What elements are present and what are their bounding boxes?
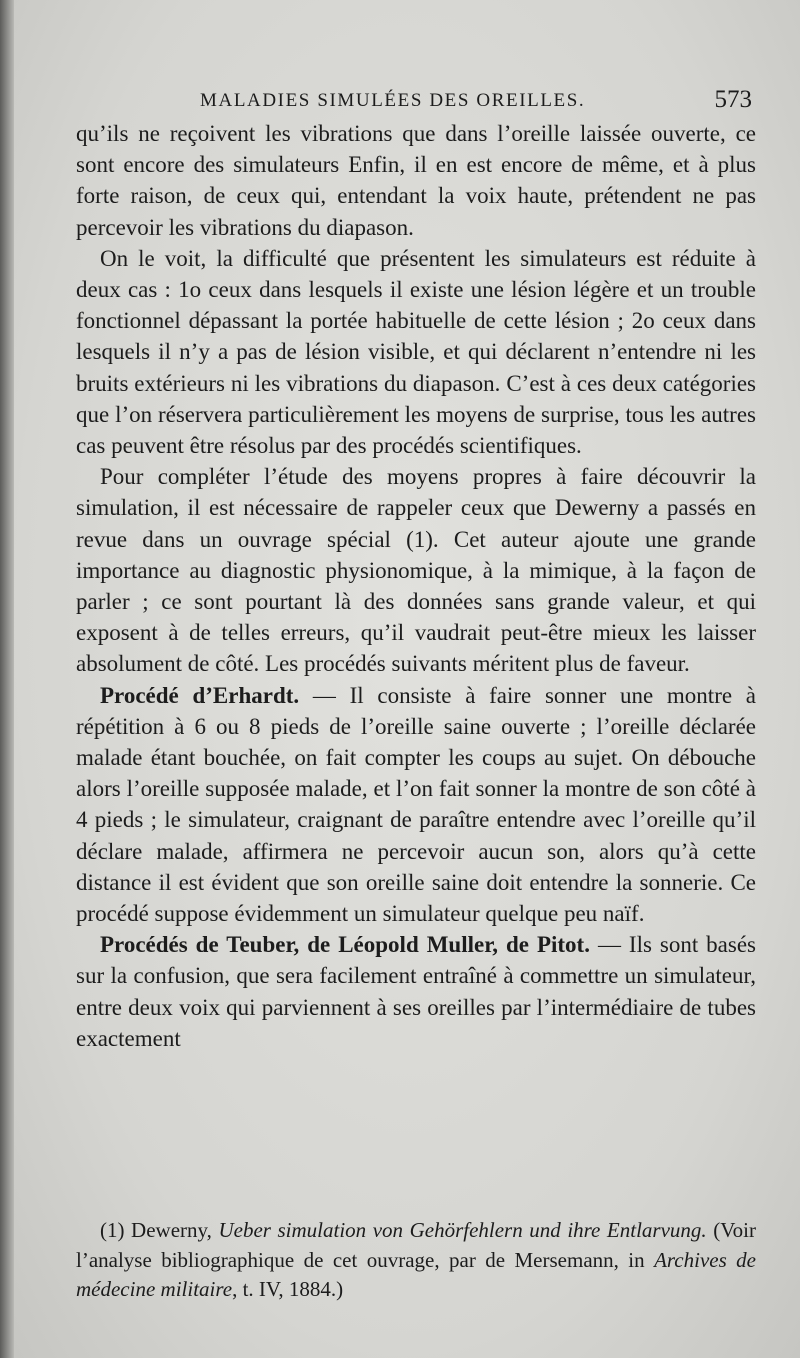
paragraph-teuber bbox=[76, 929, 756, 1054]
paragraph bbox=[76, 461, 756, 679]
page-number: 573 bbox=[714, 86, 752, 113]
section-heading: Procédé d’Erhardt. bbox=[100, 682, 300, 708]
footnote-marker: (1) Dewerny, bbox=[100, 1218, 219, 1242]
paragraph-erhardt bbox=[76, 680, 756, 930]
paragraph bbox=[76, 243, 756, 461]
paragraph-continuation bbox=[76, 118, 756, 243]
paragraph-text: On le voit, la difficulté que présentent les simulateurs est réduite à deux cas : 1o ceux dans lesquels il existe une lésion légère et un trouble fonctionnel dépassant la portée habituelle de cette lésion ; 2o ceux dans lesquels il n’y a pas de lésion visible, et qui déclarent n’entendre ni les bruits extérieurs ni les vibrations du diapason. C’est à ces deux catégories que l’on réservera particulièrement les moyens de surprise, tous les autres cas peuvent être résolus par des procédés scientifiques. bbox=[76, 245, 756, 459]
footnote-text bbox=[76, 1216, 756, 1305]
paragraph-text: — Ils sont basés sur la confusion, que sera facilement entraîné à commettre un simulateur, entre deux voix qui parviennent à ses oreilles par l’intermédiaire de tubes exactement bbox=[76, 932, 756, 1051]
page-header bbox=[190, 86, 752, 122]
paragraph-text: Pour compléter l’étude des moyens propres à faire découvrir la simulation, il est nécessaire de rappeler ceux que Dewerny a passés en revue dans un ouvrage spécial (1). Cet auteur ajoute une grande importance au diagnostic physionomique, à la mimique, à la façon de parler ; ce sont pourtant là des données sans grande valeur, et qui exposent à de telles erreurs, qu’il vaudrait peut-être mieux les laisser absolument de côté. Les procédés suivants méritent plus de faveur. bbox=[76, 464, 756, 677]
body-text bbox=[76, 118, 756, 1054]
footnote bbox=[76, 1216, 756, 1305]
paragraph-text: qu’ils ne reçoivent les vibrations que dans l’oreille laissée ouverte, ce sont encore des simulateurs Enfin, il en est encore de même, et à plus forte raison, de ceux qui, entendant la voix haute, prétendent ne pas percevoir les vibrations du diapason. bbox=[76, 121, 756, 240]
footnote-end: , t. IV, 1884.) bbox=[232, 1277, 344, 1301]
running-title: MALADIES SIMULÉES DES OREILLES. bbox=[200, 90, 586, 111]
section-heading: Procédés de Teuber, de Léopold Muller, de Pitot. bbox=[100, 932, 590, 958]
footnote-journal: Archives de médecine militaire bbox=[76, 1247, 756, 1301]
footnote-middle: (Voir l’analyse bibliographique de cet ouvrage, par de Mersemann, in bbox=[76, 1218, 757, 1272]
footnote-work-title: Ueber simulation von Gehörfehlern und ihre Entlarvung. bbox=[218, 1218, 707, 1242]
paragraph-text: — Il consiste à faire sonner une montre à répétition à 6 ou 8 pieds de l’oreille saine ouverte ; l’oreille déclarée malade étant bouchée, on fait compter les coups au sujet. On débouche alors l’oreille supposée malade, et l’on fait sonner la montre de son côté à 4 pieds ; le simulateur, craignant de paraître entendre avec l’oreille qu’il déclare malade, affirmera ne percevoir aucun son, alors qu’à cette distance il est évident que son oreille saine doit entendre la sonnerie. Ce procédé suppose évidemment un simulateur quelque peu naïf. bbox=[76, 682, 756, 927]
scan-edge bbox=[0, 0, 14, 1358]
